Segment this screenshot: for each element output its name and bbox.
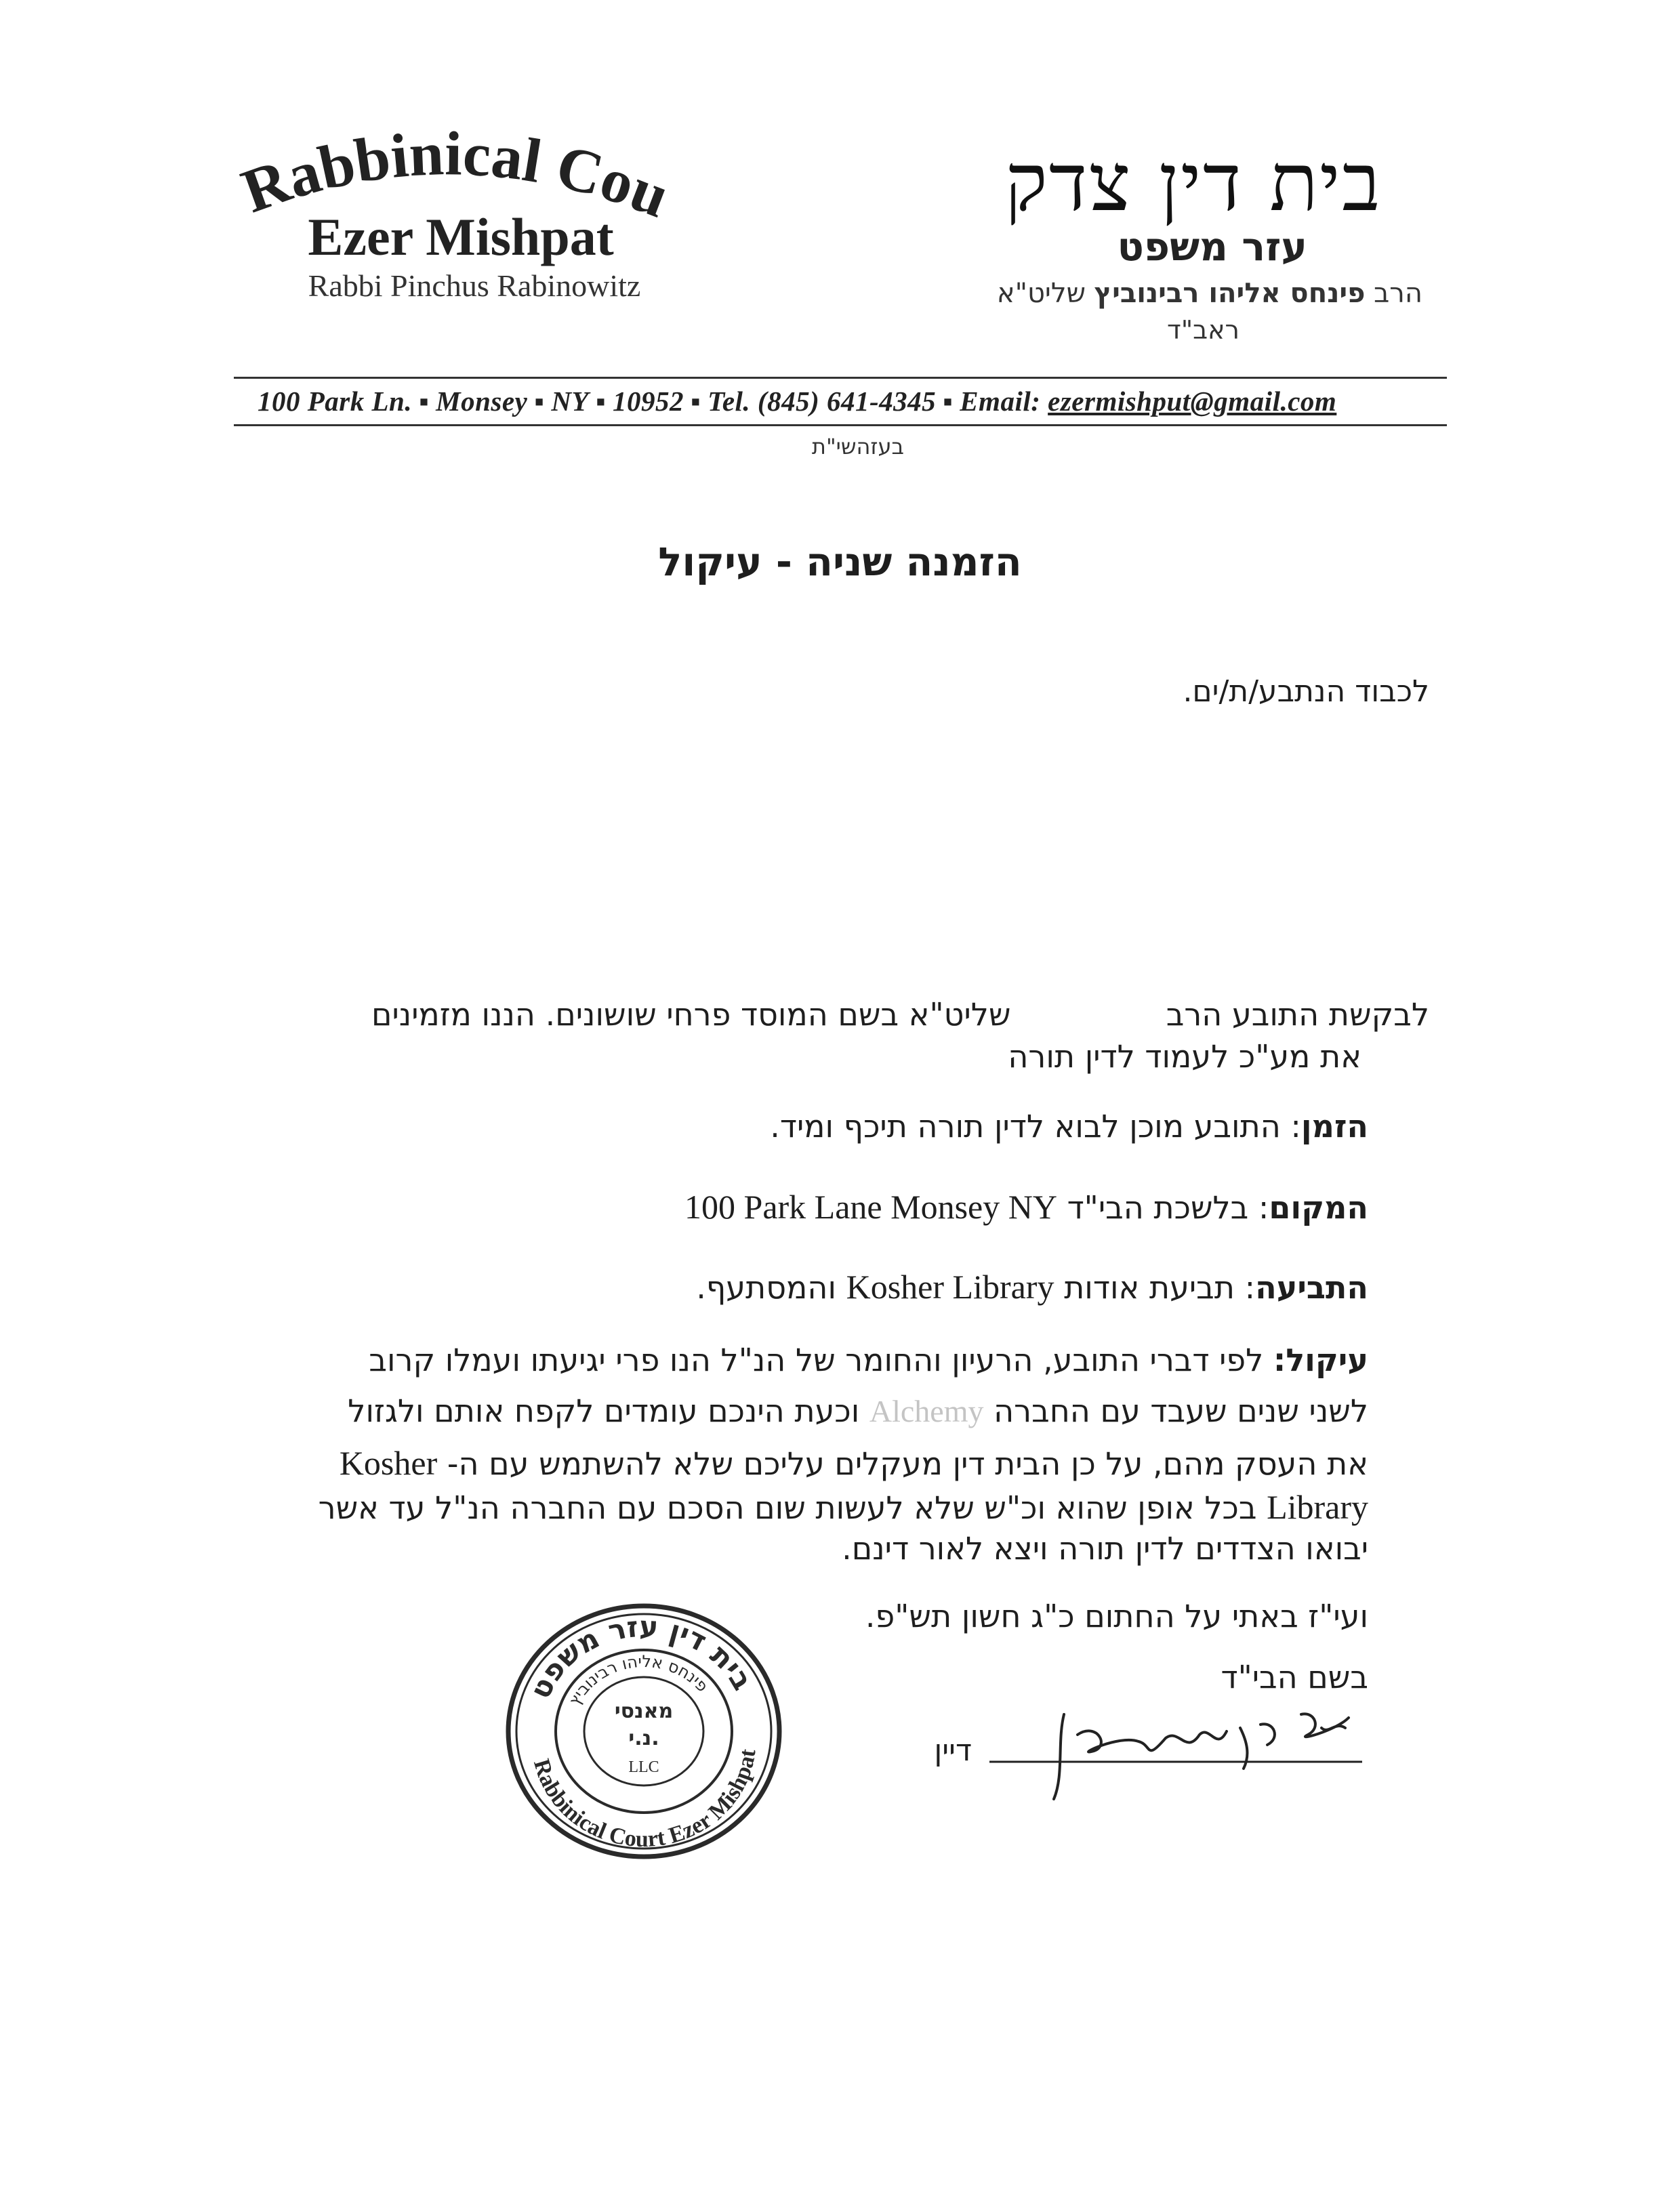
seal-center-state: נ.י.: [628, 1727, 659, 1750]
seal-center-llc: LLC: [628, 1758, 659, 1776]
lien-line-3: [340, 1443, 1368, 1483]
lien-line-5: יבואו הצדדים לדין תורה ויצא לאור דינם.: [842, 1530, 1368, 1567]
claim-english: Kosher Library: [846, 1268, 1054, 1306]
lien-line-1: [369, 1342, 1368, 1378]
addressee-line: לכבוד הנתבע/ת/ים.: [1183, 674, 1429, 709]
bullet-separator: ▪: [595, 386, 607, 417]
place-label: המקום: [1269, 1189, 1368, 1226]
time-label: הזמן: [1300, 1108, 1368, 1144]
english-court-subname: Ezer Mishpat: [308, 207, 614, 266]
claim-text-a: : תביעת אודות: [1064, 1269, 1256, 1306]
judge-label: דיין: [934, 1733, 972, 1768]
place-line: [684, 1187, 1368, 1226]
on-behalf-line: בשם הבי"ד: [1221, 1659, 1368, 1695]
lien-label: עיקול:: [1273, 1342, 1368, 1378]
lien-text-3a: את העסק מהם, על כן הבית דין מעקלים עליכם שלא להשתמש עם ה-: [447, 1445, 1368, 1482]
lien-english-kosher: Kosher: [339, 1444, 438, 1482]
hebrew-rabbi-prefix: הרב: [1374, 278, 1422, 309]
hebrew-court-name: בית דין צדק: [1004, 136, 1382, 229]
contact-address: 100 Park Ln.: [258, 386, 413, 417]
request-line-1: [371, 996, 1429, 1033]
letterhead-contact-line: [258, 385, 1450, 417]
bullet-separator: ▪: [691, 386, 701, 417]
closing-line: ועי"ז באתי על החתום כ"ג חשון תש"פ.: [865, 1598, 1368, 1634]
contact-city: Monsey: [436, 386, 528, 417]
claim-line: [696, 1267, 1368, 1306]
document-title: הזמנה שניה - עיקול: [658, 539, 1022, 585]
header-abbreviation: בעזהשי"ת: [811, 434, 904, 459]
claim-label: התביעה: [1255, 1269, 1368, 1306]
contact-phone: Tel. (845) 641-4345: [708, 386, 937, 417]
contact-email-link[interactable]: ezermishput@gmail.com: [1048, 386, 1337, 417]
contact-zip: 10952: [613, 386, 684, 417]
hebrew-court-subname: עזר משפט: [1117, 224, 1307, 270]
hebrew-rabbi-suffix: שליט"א: [996, 278, 1086, 309]
svg-text:Rabbinical Court: [217, 46, 679, 231]
lien-text-4b: בכל אופן שהוא וכ"ש שלא לעשות שום הסכם עם החברה הנ"ל עד אשר: [318, 1489, 1257, 1526]
contact-email-label: Email:: [960, 386, 1041, 417]
seal-center-city: מאנסי: [614, 1699, 674, 1723]
time-line: [770, 1108, 1368, 1144]
claim-text-b: והמסתעף.: [696, 1269, 836, 1306]
letterhead-divider-top: [234, 377, 1447, 379]
time-text: : התובע מוכן לבוא לדין תורה תיכף ומיד.: [770, 1108, 1301, 1144]
bullet-separator: ▪: [419, 386, 430, 417]
bullet-separator: ▪: [534, 386, 545, 417]
request-line-2: את מע"כ לעמוד לדין תורה: [1008, 1038, 1361, 1075]
lien-line-2: [348, 1392, 1368, 1429]
place-text: : בלשכת הבי"ד: [1067, 1189, 1269, 1226]
hebrew-rabbi-role: ראב"ד: [1166, 315, 1239, 345]
contact-state: NY: [551, 386, 589, 417]
seal-outer-english: Rabbinical Court Ezer Mishpat: [528, 1748, 761, 1853]
english-court-name: Rabbinical Court: [216, 46, 679, 231]
bullet-separator: ▪: [943, 386, 954, 417]
faded-company-name: Alchemy: [869, 1394, 984, 1428]
court-seal-stamp: [501, 1599, 786, 1863]
lien-text-2a: לשני שנים שעבד עם החברה: [993, 1392, 1368, 1429]
english-rabbi-name: Rabbi Pinchus Rabinowitz: [308, 268, 641, 303]
hebrew-rabbi-line: [997, 278, 1422, 309]
handwritten-signature: [983, 1687, 1376, 1809]
place-address: 100 Park Lane Monsey NY: [684, 1188, 1057, 1226]
hebrew-rabbi-name: פינחס אליהו רבינוביץ: [1094, 278, 1366, 309]
letterhead-divider-bottom: [234, 424, 1447, 426]
seal-inner-hebrew: פינחס אליהו רבינוביץ: [565, 1651, 712, 1709]
request-text-b: שליט"א בשם המוסד פרחי שושונים. הננו מזמינים: [371, 996, 1011, 1033]
lien-text-2b: וכעת הינכם עומדים לקפח אותם ולגזול: [348, 1392, 860, 1429]
lien-line-4: [319, 1487, 1368, 1527]
request-text-a: לבקשת התובע הרב: [1166, 996, 1429, 1033]
lien-english-library: Library: [1267, 1488, 1368, 1526]
lien-text-1: לפי דברי התובע, הרעיון והחומר של הנ"ל הנו פרי יגיעתו ועמלו קרוב: [369, 1342, 1264, 1378]
seal-outer-hebrew: בית דין עזר משפט: [523, 1609, 760, 1704]
